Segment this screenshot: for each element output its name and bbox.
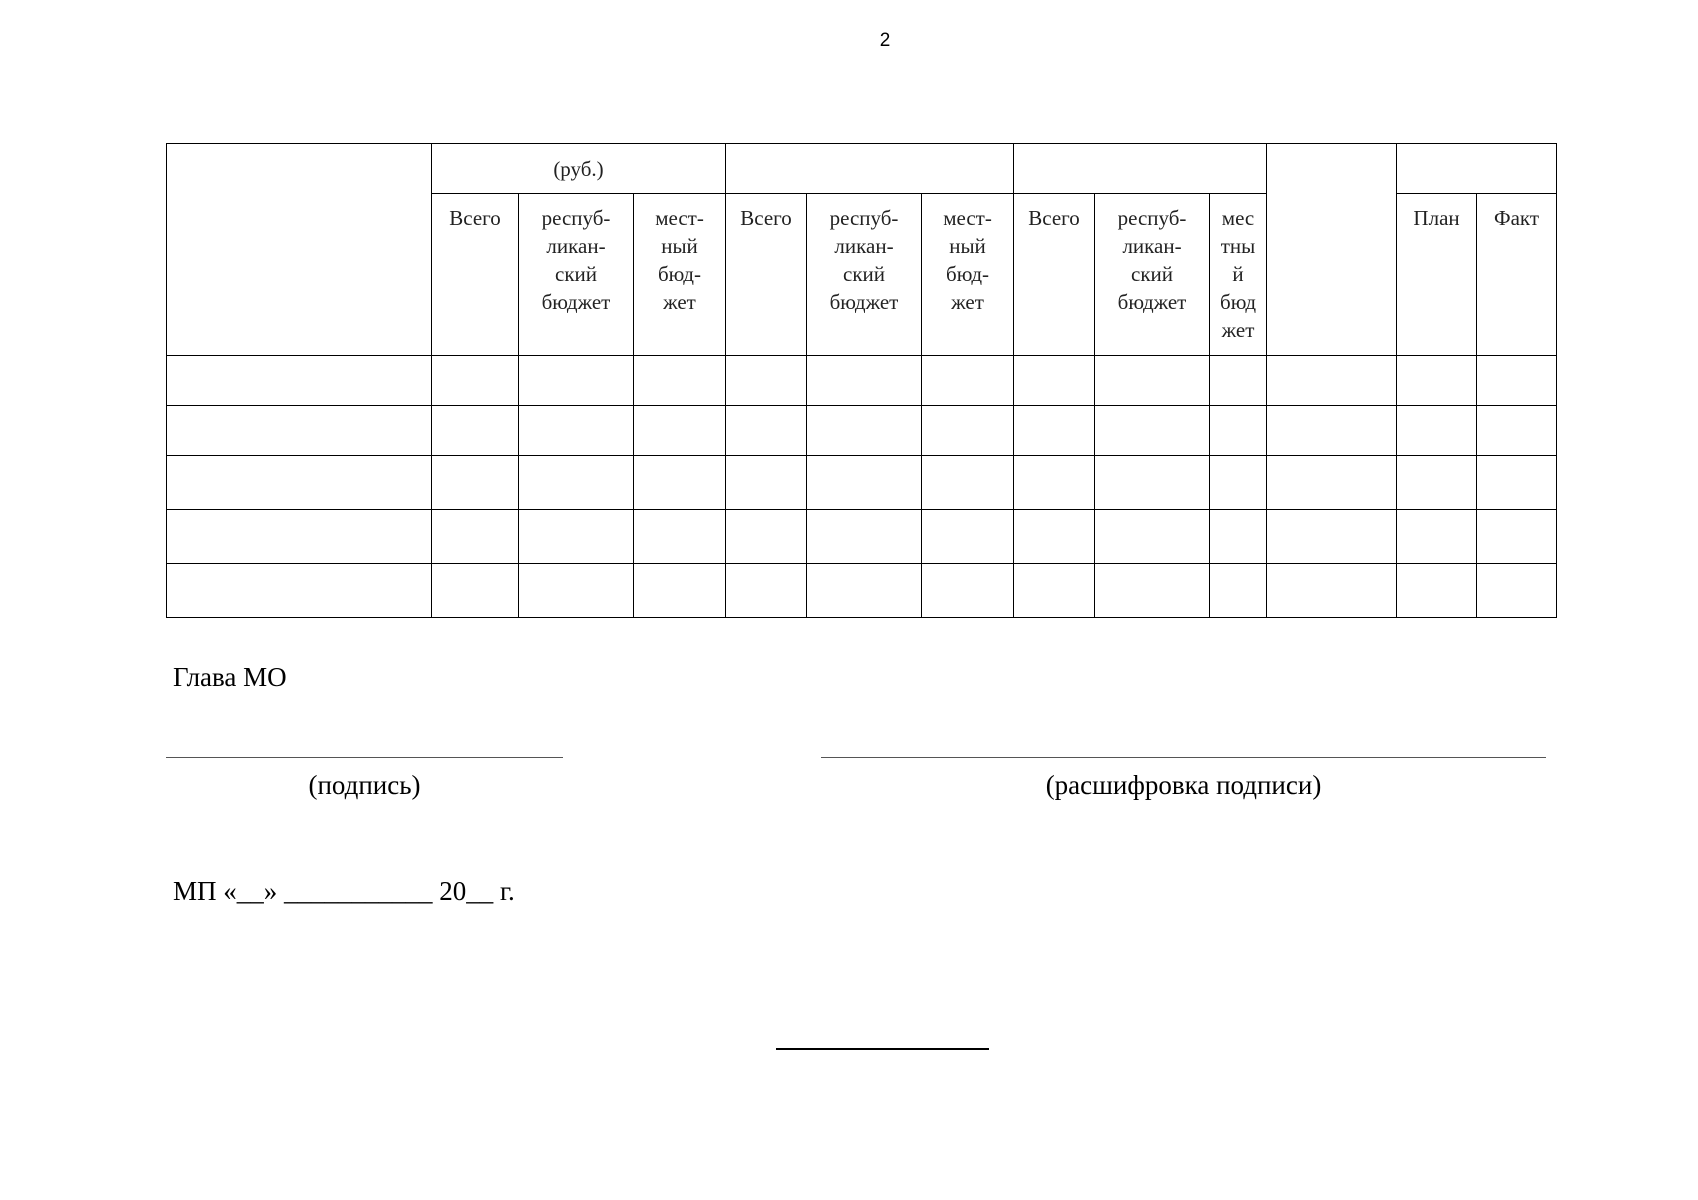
- table-row: [167, 564, 1557, 618]
- header-name-cell: [167, 144, 432, 356]
- signature-decoding-caption: (расшифровка подписи): [1045, 770, 1322, 800]
- subheader-republican-1: респуб- ликан- ский бюджет: [519, 194, 634, 356]
- subheader-total-2: Всего: [726, 194, 807, 356]
- signature-caption: (подпись): [308, 770, 421, 800]
- table-row: [167, 510, 1557, 564]
- end-of-document-line: [776, 1048, 989, 1050]
- subheader-local-3: мес тны й бюд жет: [1210, 194, 1267, 356]
- subheader-republican-3: респуб- ликан- ский бюджет: [1095, 194, 1210, 356]
- subheader-total-3: Всего: [1014, 194, 1095, 356]
- table-row: [167, 356, 1557, 406]
- group-header-3: [1014, 144, 1267, 194]
- header-extra-cell: [1267, 144, 1397, 356]
- signature-decoding-line: [821, 757, 1546, 758]
- subheader-plan: План: [1397, 194, 1477, 356]
- table-row: [167, 456, 1557, 510]
- report-table: [166, 143, 1557, 618]
- stamp-date-line: МП «__» ___________ 20__ г.: [173, 876, 515, 906]
- subheader-fact: Факт: [1477, 194, 1557, 356]
- signer-title: Глава МО: [173, 662, 287, 692]
- group-header-2: [726, 144, 1014, 194]
- signature-line: [166, 757, 563, 758]
- group-header-1: (руб.): [432, 144, 726, 194]
- subheader-republican-2: респуб- ликан- ский бюджет: [807, 194, 922, 356]
- table-row: [167, 406, 1557, 456]
- group-header-4: [1397, 144, 1557, 194]
- subheader-total-1: Всего: [432, 194, 519, 356]
- page-number: 2: [879, 30, 891, 51]
- subheader-local-1: мест- ный бюд- жет: [634, 194, 726, 356]
- subheader-local-2: мест- ный бюд- жет: [922, 194, 1014, 356]
